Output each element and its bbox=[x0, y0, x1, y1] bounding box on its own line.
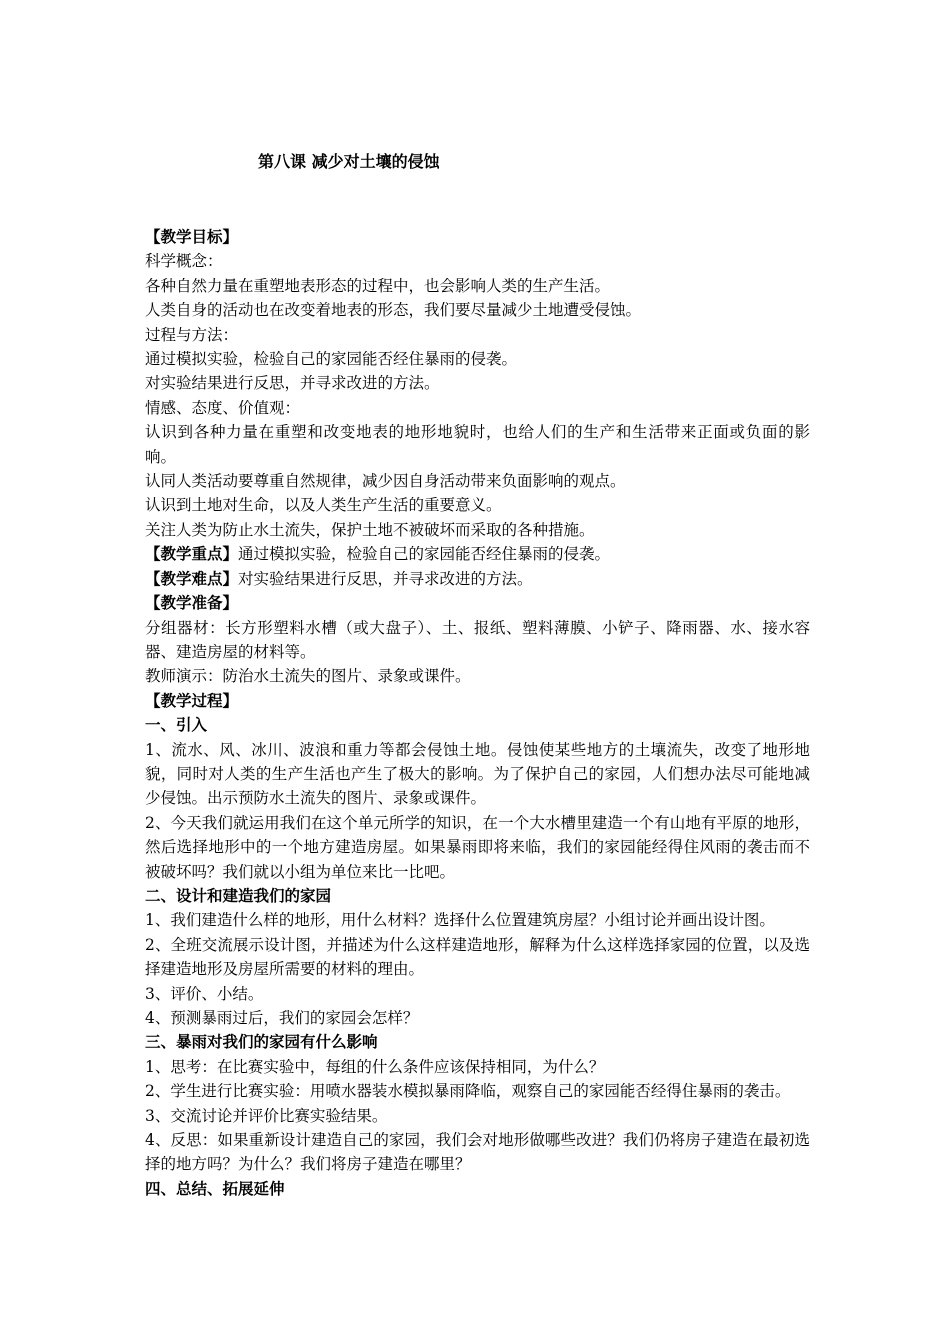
difficulty bbox=[145, 567, 810, 591]
section2-item3: 3、评价、小结。 bbox=[145, 984, 264, 1003]
process-heading: 【教学过程】 bbox=[145, 690, 239, 710]
preparation-group: 分组器材：长方形塑料水槽（或大盘子）、土、报纸、塑料薄膜、小铲子、降雨器、水、接水容器、建造房屋的材料等。 bbox=[145, 618, 810, 661]
section1-item1: 1、流水、风、冰川、波浪和重力等都会侵蚀土地。侵蚀使某些地方的土壤流失，改变了地形地貌，同时对人类的生产生活也产生了极大的影响。为了保护自己的家园，人们想办法尽可能地减少侵蚀。出示预防水土流失的图片、录象或课件。 bbox=[145, 740, 810, 808]
section2-heading: 二、设计和建造我们的家园 bbox=[145, 885, 332, 905]
difficulty-text: 对实验结果进行反思，并寻求改进的方法。 bbox=[238, 569, 533, 588]
section3-item3: 3、交流讨论并评价比赛实验结果。 bbox=[145, 1106, 388, 1125]
section2-item1: 1、我们建造什么样的地形，用什么材料？选择什么位置建筑房屋？小组讨论并画出设计图。 bbox=[145, 911, 775, 930]
emotion-text-4: 关注人类为防止水土流失，保护土地不被破坏而采取的各种措施。 bbox=[145, 520, 595, 539]
section2-item4: 4、预测暴雨过后，我们的家园会怎样？ bbox=[145, 1009, 419, 1027]
section3-item4: 4、反思：如果重新设计建造自己的家园，我们会对地形做哪些改进？我们仍将房子建造在最初选择的地方吗？为什么？我们将房子建造在哪里？ bbox=[145, 1131, 810, 1174]
difficulty-label: 【教学难点】 bbox=[145, 568, 239, 588]
preparation-heading: 【教学准备】 bbox=[145, 593, 239, 613]
process-text-2: 对实验结果进行反思，并寻求改进的方法。 bbox=[145, 374, 440, 393]
process-label: 过程与方法： bbox=[145, 325, 239, 344]
key-point bbox=[145, 542, 810, 566]
key-point-label: 【教学重点】 bbox=[145, 544, 239, 564]
key-point-text: 通过模拟实验，检验自己的家园能否经住暴雨的侵袭。 bbox=[238, 545, 611, 564]
section1-heading: 一、引入 bbox=[145, 715, 208, 735]
objectives-heading: 【教学目标】 bbox=[145, 227, 239, 246]
document-body bbox=[145, 225, 810, 1201]
section3-item1: 1、思考：在比赛实验中，每组的什么条件应该保持相同，为什么？ bbox=[145, 1057, 605, 1076]
emotion-text-2: 认同人类活动要尊重自然规律，减少因自身活动带来负面影响的观点。 bbox=[145, 472, 626, 491]
section1-item2: 2、今天我们就运用我们在这个单元所学的知识，在一个大水槽里建造一个有山地有平原的地形，然后选择地形中的一个地方建造房屋。如果暴雨即将来临，我们的家园能经得住风雨的袭击而不被破坏吗？我们就以小组为单位来比一比吧。 bbox=[145, 813, 810, 881]
process-text-1: 通过模拟实验，检验自己的家园能否经住暴雨的侵袭。 bbox=[145, 350, 518, 369]
section3-heading: 三、暴雨对我们的家园有什么影响 bbox=[145, 1032, 378, 1052]
concept-label: 科学概念： bbox=[145, 252, 223, 271]
concept-text-2: 人类自身的活动也在改变着地表的形态，我们要尽量减少土地遭受侵蚀。 bbox=[145, 301, 642, 320]
concept-text-1: 各种自然力量在重塑地表形态的过程中，也会影响人类的生产生活。 bbox=[145, 276, 611, 295]
preparation-teacher: 教师演示：防治水土流失的图片、录象或课件。 bbox=[145, 667, 471, 686]
emotion-text-1: 认识到各种力量在重塑和改变地表的地形地貌时，也给人们的生产和生活带来正面或负面的影响。 bbox=[145, 423, 810, 466]
section2-item2: 2、全班交流展示设计图，并描述为什么这样建造地形，解释为什么这样选择家园的位置，以及选择建造地形及房屋所需要的材料的理由。 bbox=[145, 935, 810, 979]
page-title: 第八课 减少对土壤的侵蚀 bbox=[258, 152, 440, 171]
section3-item2: 2、学生进行比赛实验：用喷水器装水模拟暴雨降临，观察自己的家园能否经得住暴雨的袭击。 bbox=[145, 1082, 791, 1101]
section4-heading: 四、总结、拓展延伸 bbox=[145, 1178, 285, 1198]
emotion-text-3: 认识到土地对生命，以及人类生产生活的重要意义。 bbox=[145, 496, 502, 515]
emotion-label: 情感、态度、价值观： bbox=[145, 398, 301, 417]
